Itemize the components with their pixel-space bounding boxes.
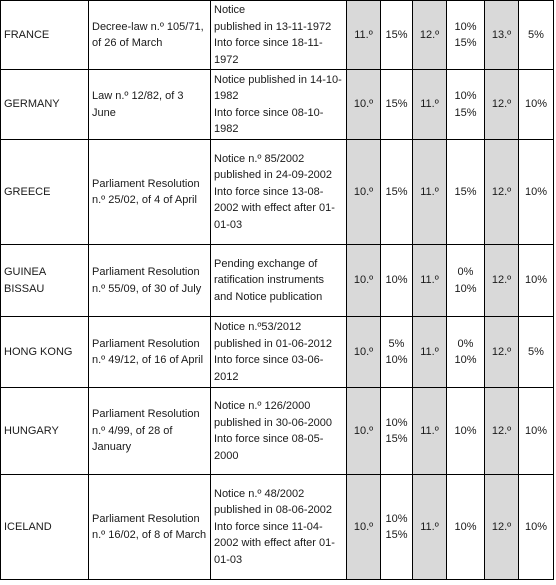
country-cell: ICELAND [1, 475, 89, 580]
article-cell: 10.º [347, 475, 381, 580]
article-cell: 11.º [413, 475, 447, 580]
country-cell: GERMANY [1, 70, 89, 140]
instrument-cell: Parliament Resolution n.º 16/02, of 8 of March [89, 475, 211, 580]
notice-cell: Pending exchange of ratification instruments and Notice publication [211, 245, 347, 317]
rate-cell: 10% 15% [381, 388, 413, 475]
country-cell: GUINEA BISSAU [1, 245, 89, 317]
instrument-cell: Parliament Resolution n.º 55/09, of 30 of July [89, 245, 211, 317]
rate-cell: 10% 15% [447, 1, 485, 70]
table-row [1, 140, 554, 245]
instrument-cell: Parliament Resolution n.º 49/12, of 16 of April [89, 317, 211, 388]
table-row [1, 70, 554, 140]
rate-cell: 10% 15% [447, 70, 485, 140]
article-cell: 10.º [347, 140, 381, 245]
instrument-cell: Decree-law n.º 105/71, of 26 of March [89, 1, 211, 70]
rate-cell: 10% 15% [381, 475, 413, 580]
article-cell: 12.º [485, 317, 519, 388]
rate-cell: 5% 10% [381, 317, 413, 388]
rate-cell: 15% [381, 140, 413, 245]
rate-cell: 10% [519, 388, 554, 475]
instrument-cell: Parliament Resolution n.º 25/02, of 4 of April [89, 140, 211, 245]
article-cell: 11.º [413, 245, 447, 317]
country-cell: GREECE [1, 140, 89, 245]
table-row [1, 1, 554, 70]
article-cell: 12.º [413, 1, 447, 70]
country-cell: HUNGARY [1, 388, 89, 475]
notice-cell: Notice published in 13-11-1972 Into force since 18-11-1972 [211, 1, 347, 70]
article-cell: 10.º [347, 70, 381, 140]
table-body [1, 1, 554, 580]
article-cell: 12.º [485, 475, 519, 580]
article-cell: 10.º [347, 388, 381, 475]
table-row [1, 388, 554, 475]
rate-cell: 5% [519, 317, 554, 388]
rate-cell: 5% [519, 1, 554, 70]
rate-cell: 15% [381, 70, 413, 140]
article-cell: 11.º [413, 388, 447, 475]
article-cell: 12.º [485, 140, 519, 245]
article-cell: 11.º [413, 140, 447, 245]
table-row [1, 317, 554, 388]
notice-cell: Notice n.º 126/2000 published in 30-06-2000 Into force since 08-05-2000 [211, 388, 347, 475]
rate-cell: 10% [519, 70, 554, 140]
rate-cell: 15% [447, 140, 485, 245]
rate-cell: 10% [519, 245, 554, 317]
instrument-cell: Law n.º 12/82, of 3 June [89, 70, 211, 140]
article-cell: 12.º [485, 388, 519, 475]
article-cell: 13.º [485, 1, 519, 70]
notice-cell: Notice published in 14-10-1982 Into force since 08-10-1982 [211, 70, 347, 140]
article-cell: 12.º [485, 70, 519, 140]
country-cell: FRANCE [1, 1, 89, 70]
rate-cell: 10% [447, 388, 485, 475]
notice-cell: Notice n.º53/2012 published in 01-06-2012 Into force since 03-06-2012 [211, 317, 347, 388]
article-cell: 10.º [347, 245, 381, 317]
article-cell: 11.º [347, 1, 381, 70]
instrument-cell: Parliament Resolution n.º 4/99, of 28 of January [89, 388, 211, 475]
notice-cell: Notice n.º 85/2002 published in 24-09-2002 Into force since 13-08-2002 with effect after 01-01-03 [211, 140, 347, 245]
rate-cell: 10% [381, 245, 413, 317]
rate-cell: 15% [381, 1, 413, 70]
table-row [1, 475, 554, 580]
rate-cell: 0% 10% [447, 245, 485, 317]
article-cell: 11.º [413, 70, 447, 140]
table-row [1, 245, 554, 317]
article-cell: 12.º [485, 245, 519, 317]
rate-cell: 10% [447, 475, 485, 580]
article-cell: 10.º [347, 317, 381, 388]
rate-cell: 0% 10% [447, 317, 485, 388]
article-cell: 11.º [413, 317, 447, 388]
notice-cell: Notice n.º 48/2002 published in 08-06-2002 Into force since 11-04-2002 with effect after 01-01-03 [211, 475, 347, 580]
rate-cell: 10% [519, 140, 554, 245]
country-cell: HONG KONG [1, 317, 89, 388]
rate-cell: 10% [519, 475, 554, 580]
